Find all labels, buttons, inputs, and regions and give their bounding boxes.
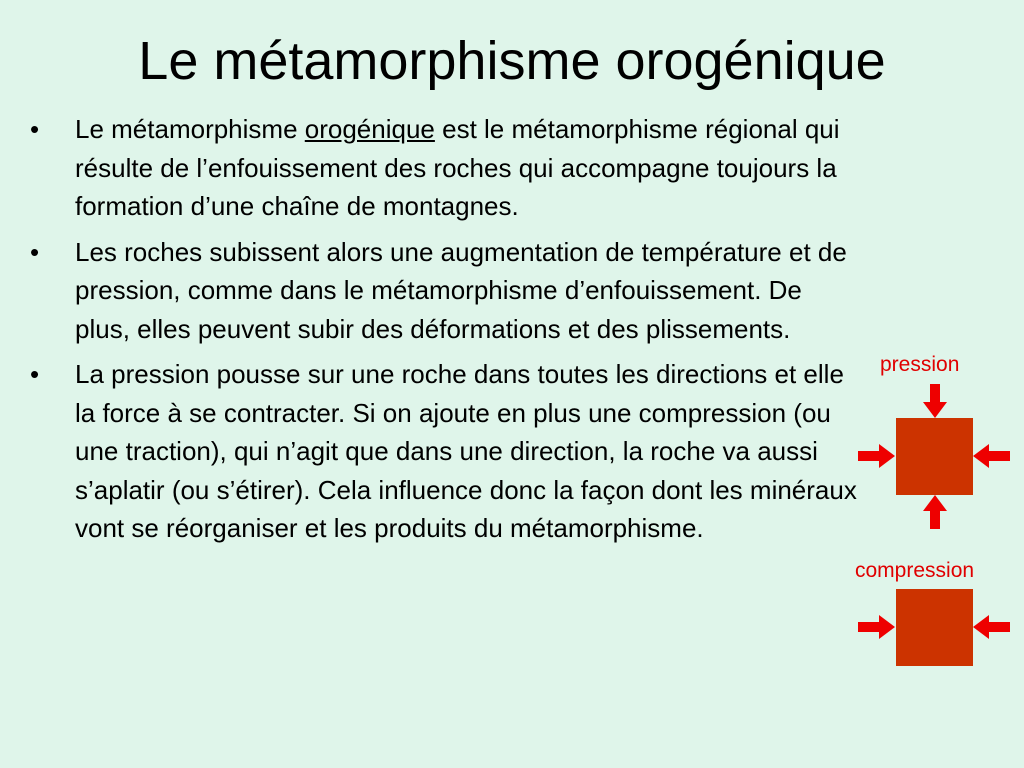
arrow-left-icon: [973, 615, 1010, 639]
arrow-left-icon: [973, 444, 1010, 468]
compression-rock-block: [896, 589, 973, 666]
bullet-2-text: Les roches subissent alors une augmentation de température et de pression, comme dans le métamorphisme d’enfouissement. De plus, elles peuvent subir des déformations et des plissements.: [75, 236, 847, 344]
arrow-down-icon: [923, 384, 947, 418]
bullet-1-text-start: Le métamorphisme: [75, 114, 305, 144]
bullet-item-2: [30, 233, 860, 349]
bullet-1-underlined-term: orogénique: [304, 114, 435, 144]
compression-label: compression: [855, 559, 975, 582]
arrow-up-icon: [923, 495, 947, 529]
bullet-list: [30, 110, 860, 555]
pressure-label: pression: [880, 353, 960, 376]
pressure-rock-block: [896, 418, 973, 495]
bullet-item-1: [30, 110, 860, 226]
bullet-marker: •: [30, 236, 40, 267]
bullet-marker: •: [30, 359, 40, 389]
bullet-1-text-end: est le métamorphisme régional qui résulte de l’enfouissement des roches qui accompagne toujours la formation d’une chaîne de montagnes.: [75, 114, 840, 221]
bullet-item-3: [30, 355, 860, 548]
arrow-right-icon: [858, 615, 895, 639]
bullet-marker: •: [30, 114, 40, 144]
slide-title: Le métamorphisme orogénique: [138, 31, 886, 91]
bullet-3-text: La pression pousse sur une roche dans toutes les directions et elle la force à se contracter. Si on ajoute en plus une compression (ou une traction), qui n’agit que dans une direction, la roche va aussi s’aplatir (ou s’étirer). Cela influence donc la façon dont les minéraux vont se réorganiser et les produits du métamorphisme.: [75, 359, 857, 543]
arrow-right-icon: [858, 444, 895, 468]
